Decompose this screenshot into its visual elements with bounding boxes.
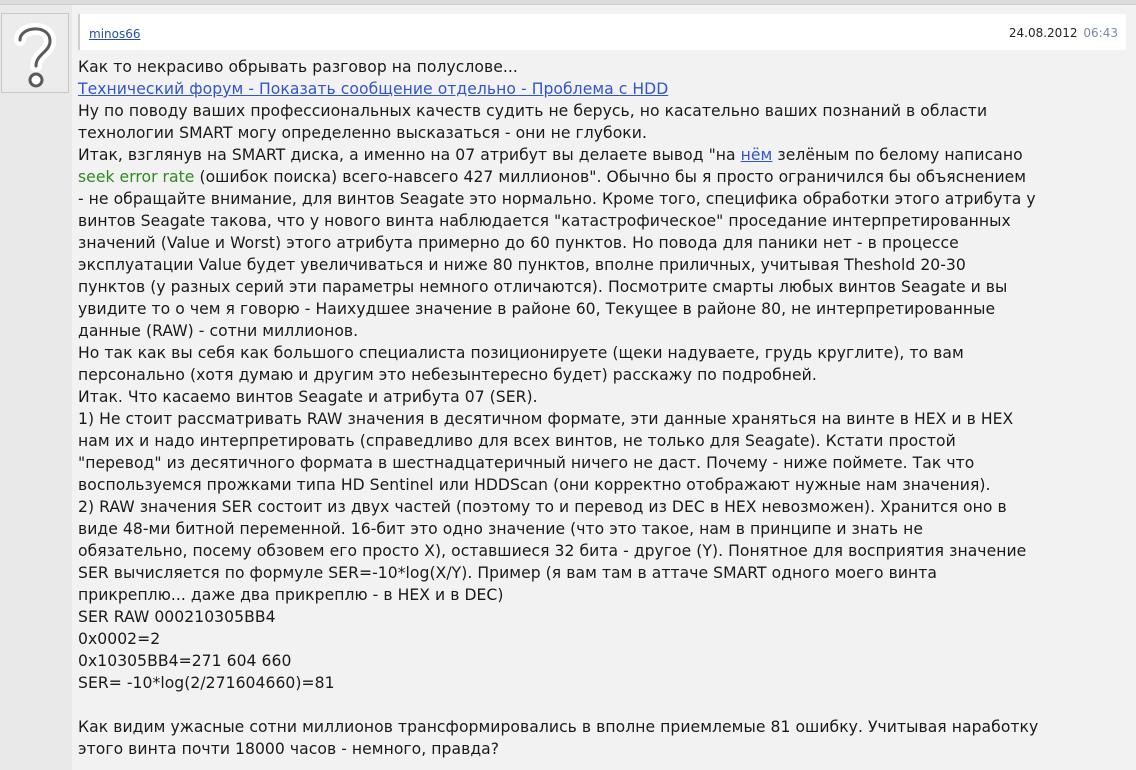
post-text-fragment: (ошибок поиска) всего-навсего 427 миллионов". Обычно бы я просто ограничился бы объяснением [194, 168, 1027, 186]
post-text-line: пунктов (у разных серий эти параметры немного отличаются). Посмотрите смарты любых винтов Seagate и вы [78, 278, 1008, 296]
post-text-line: нам их и надо интерпретировать (справедливо для всех винтов, не только для Seagate). Кстати простой [78, 432, 956, 450]
post-text-line: SER RAW 000210305BB4 [78, 608, 276, 626]
post-text-line: 0x0002=2 [78, 630, 161, 648]
post-text-line: Итак. Что касаемо винтов Seagate и атрибута 07 (SER). [78, 388, 538, 406]
post-text-fragment: зелёным по белому написано [772, 146, 1023, 164]
post-text-line: Как то некрасиво обрывать разговор на полуслове... [78, 58, 518, 76]
post-text-line: увидите то о чем я говорю - Наихудшее значение в районе 60, Текущее в районе 80, не интерпретированные [78, 300, 996, 318]
post-header [78, 14, 1126, 50]
post-text-line: SER вычисляется по формуле SER=-10*log(X/Y). Пример (я вам там в аттаче SMART одного моего винта [78, 564, 938, 582]
user-info-column [0, 5, 72, 770]
post-text-line: значений (Value и Worst) этого атрибута примерно до 60 пунктов. Но повода для паники нет - в процессе [78, 234, 959, 252]
post-text-line [78, 166, 1130, 188]
avatar[interactable] [1, 13, 69, 93]
post-text-line: персонально (хотя думаю и другим это небезынтересно будет) расскажу по подробней. [78, 366, 817, 384]
post-body [78, 56, 1130, 760]
post-text-line: Но так как вы себя как большого специалиста позиционируете (щеки надуваете, грудь круглите), то вам [78, 344, 964, 362]
post-text-line [78, 78, 1130, 100]
post-text-line: 2) RAW значения SER состоит из двух частей (поэтому то и перевод из DEC в HEX невозможен). Хранится оно в [78, 498, 1007, 516]
post-text-line: винтов Seagate такова, что у нового винта наблюдается "катастрофическое" проседание интерпретированных [78, 212, 1011, 230]
post-text-line: виде 48-ми битной переменной. 16-бит это одно значение (что это такое, нам в принципе и знать не [78, 520, 924, 538]
post-time: 06:43 [1083, 26, 1118, 40]
post-text-line: Как видим ужасные сотни миллионов трансформировались в вполне приемлемые 81 ошибку. Учитывая наработку [78, 718, 1039, 736]
post-text-line: данные (RAW) - сотни миллионов. [78, 322, 359, 340]
post-text-fragment: Итак, взглянув на SMART диска, а именно на 07 атрибут вы делаете вывод "на [78, 146, 741, 164]
question-mark-icon [2, 14, 68, 92]
post-text-line: этого винта почти 18000 часов - немного, правда? [78, 740, 500, 758]
post-text-line: эксплуатации Value будет увеличиваться и ниже 80 пунктов, вполне приличных, учитывая Theshold 20-30 [78, 256, 966, 274]
post-date: 24.08.2012 [1008, 26, 1078, 40]
post-text-line: SER= -10*log(2/271604660)=81 [78, 674, 335, 692]
post [74, 5, 1132, 770]
quote-source-link[interactable]: Технический форум - Показать сообщение отдельно - Проблема с HDD [78, 80, 669, 98]
post-text-line [78, 144, 1130, 166]
post-text-line: - не обращайте внимание, для винтов Seagate это нормально. Кроме того, специфика обработки этого атрибута у [78, 190, 1036, 208]
post-text-line: 1) Не стоит рассматривать RAW значения в десятичном формате, эти данные храняться на винте в HEX и в HEX [78, 410, 1014, 428]
post-text-line: 0x10305BB4=271 604 660 [78, 652, 292, 670]
author-link[interactable]: minos66 [89, 27, 141, 41]
blank-line [78, 694, 1130, 716]
post-text-line: "перевод" из десятичного формата в шестнадцатеричный ничего не даст. Почему - ниже поймете. Так что [78, 454, 975, 472]
post-text-line: обязательно, посему обзовем его просто X), оставшиеся 32 бита - другое (Y). Понятное для восприятия значение [78, 542, 1027, 560]
post-text-line: воспользуемся прожками типа HD Sentinel или HDDScan (они корректно отображают нужные нам значения). [78, 476, 991, 494]
inline-link[interactable]: нём [740, 146, 773, 164]
post-datetime [1009, 26, 1118, 40]
post-text-line: прикреплю... даже два прикреплю - в HEX и в DEC) [78, 586, 504, 604]
post-text-line: Ну по поводу ваших профессиональных качеств судить не берусь, но касательно ваших познаний в области [78, 102, 988, 120]
highlighted-text: seek error rate [78, 168, 195, 186]
post-text-line: технологии SMART могу определенно высказаться - они не глубоки. [78, 124, 647, 142]
